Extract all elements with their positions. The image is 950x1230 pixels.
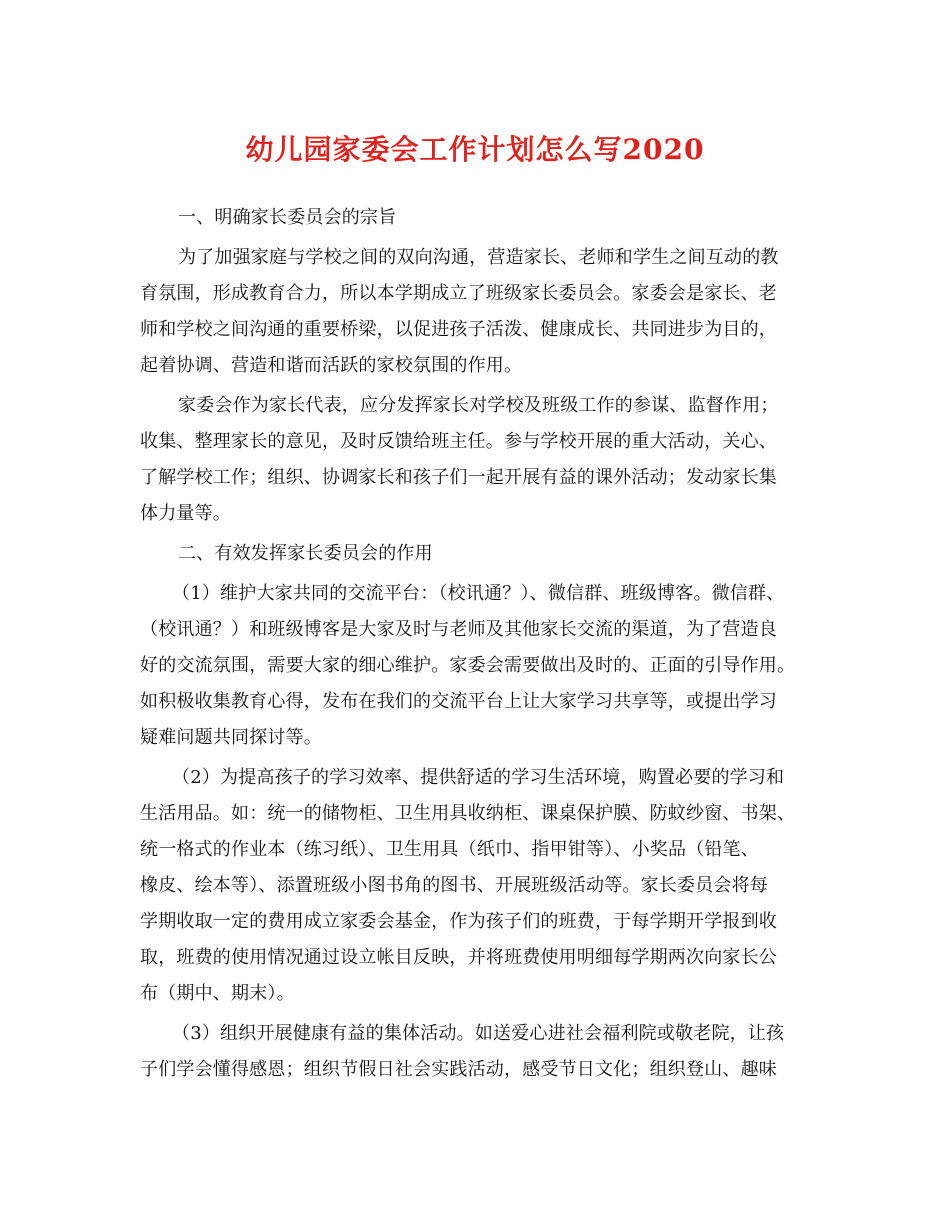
- text-line: （校讯通？）和班级博客是大家及时与老师及其他家长交流的渠道，为了营造良: [140, 619, 777, 640]
- paragraph: [140, 240, 810, 384]
- document-body: [140, 200, 810, 1092]
- text-line: 橡皮、绘本等）、添置班级小图书角的图书、开展班级活动等。家长委员会将每: [140, 875, 768, 896]
- paragraph: [140, 576, 810, 756]
- text-line: 统一格式的作业本（练习纸）、卫生用具（纸巾、指甲钳等）、小奖品（铅笔、: [140, 839, 759, 860]
- text-line: 疑难问题共同探讨等。: [140, 727, 322, 748]
- text-line: （1）维护大家共同的交流平台：（校讯通？）、微信群、班级博客。微信群、: [172, 583, 785, 604]
- paragraph: [140, 388, 810, 532]
- paragraph: [140, 1016, 810, 1088]
- text-line: 育氛围，形成教育合力，所以本学期成立了班级家长委员会。家委会是家长、老: [140, 283, 777, 304]
- text-line: （2）为提高孩子的学习效率、提供舒适的学习生活环境，购置必要的学习和: [172, 767, 785, 788]
- text-line: 学期收取一定的费用成立家委会基金，作为孩子们的班费，于每学期开学报到收: [140, 911, 777, 932]
- text-line: 取，班费的使用情况通过设立帐目反映，并将班费使用明细每学期两次向家长公: [140, 947, 777, 968]
- text-line: 了解学校工作；组织、协调家长和孩子们一起开展有益的课外活动；发动家长集: [140, 467, 777, 488]
- text-line: 子们学会懂得感恩；组织节假日社会实践活动，感受节日文化；组织登山、趣味: [140, 1059, 777, 1080]
- text-line: 体力量等。: [140, 503, 231, 524]
- text-line: 好的交流氛围，需要大家的细心维护。家委会需要做出及时的、正面的引导作用。: [140, 655, 796, 676]
- text-line: 收集、整理家长的意见，及时反馈给班主任。参与学校开展的重大活动，关心、: [140, 431, 777, 452]
- text-line: 家委会作为家长代表，应分发挥家长对学校及班级工作的参谋、监督作用；: [178, 395, 779, 416]
- text-line: 如积极收集教育心得，发布在我们的交流平台上让大家学习共享等，或提出学习: [140, 691, 777, 712]
- text-line: 师和学校之间沟通的重要桥梁，以促进孩子活泼、健康成长、共同进步为目的，: [140, 319, 777, 340]
- paragraph-gap: [140, 1088, 810, 1092]
- paragraph: [140, 536, 810, 572]
- text-line: 为了加强家庭与学校之间的双向沟通，营造家长、老师和学生之间互动的教: [178, 247, 779, 268]
- text-line: 起着协调、营造和谐而活跃的家校氛围的作用。: [140, 355, 523, 376]
- text-line: 布（期中、期末）。: [140, 983, 295, 1004]
- text-line: 二、有效发挥家长委员会的作用: [178, 543, 433, 564]
- document-title: 幼儿园家委会工作计划怎么写2020: [245, 133, 705, 166]
- text-line: （3）组织开展健康有益的集体活动。如送爱心进社会福利院或敬老院，让孩: [172, 1023, 785, 1044]
- paragraph: [140, 760, 810, 1012]
- text-line: 一、明确家长委员会的宗旨: [178, 207, 397, 228]
- paragraph: [140, 200, 810, 236]
- text-line: 生活用品。如：统一的储物柜、卫生用具收纳柜、课桌保护膜、防蚊纱窗、书架、: [140, 803, 796, 824]
